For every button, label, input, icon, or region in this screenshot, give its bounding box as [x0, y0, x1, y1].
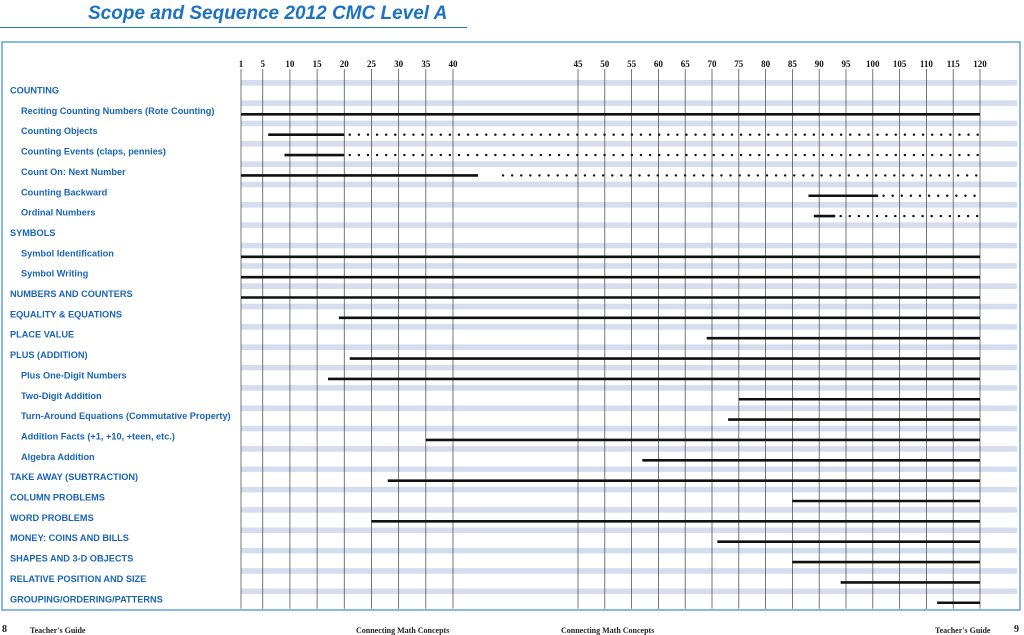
row-label: Count On: Next Number — [21, 166, 126, 177]
row-label: Symbol Writing — [21, 268, 89, 279]
grid-band — [241, 527, 1017, 533]
x-tick-label: 105 — [892, 59, 907, 69]
left-page-number: 8 — [2, 624, 7, 635]
x-tick-label: 40 — [448, 59, 458, 69]
grid-band — [241, 100, 1017, 106]
x-tick-label: 95 — [841, 59, 851, 69]
x-tick-label: 65 — [680, 59, 690, 69]
row-label: WORD PROBLEMS — [10, 512, 94, 523]
x-tick-label: 30 — [394, 59, 404, 69]
row-label: NUMBERS AND COUNTERS — [10, 289, 133, 299]
x-tick-label: 5 — [260, 59, 265, 69]
grid-band — [241, 568, 1017, 574]
x-tick-label: 45 — [573, 59, 583, 69]
grid-band — [241, 283, 1017, 289]
grid-band — [241, 589, 1017, 595]
center-left-footer-label: Connecting Math Concepts — [356, 626, 450, 635]
grid-band — [241, 507, 1017, 513]
row-label: Symbol Identification — [21, 248, 114, 259]
x-tick-label: 115 — [946, 59, 960, 69]
grid-band — [241, 161, 1017, 167]
row-label: SHAPES AND 3-D OBJECTS — [10, 553, 134, 564]
row-label: RELATIVE POSITION AND SIZE — [10, 573, 147, 584]
grid-band — [241, 202, 1017, 208]
grid-band — [241, 304, 1017, 310]
right-page-number: 9 — [1014, 624, 1019, 635]
row-label: Counting Backward — [21, 187, 108, 198]
row-label: Two-Digit Addition — [21, 390, 102, 401]
row-label: Counting Events (claps, pennies) — [21, 146, 166, 157]
x-tick-label: 55 — [627, 59, 637, 69]
x-tick-label: 10 — [285, 59, 295, 69]
row-label: MONEY: COINS AND BILLS — [10, 533, 129, 544]
row-label: COLUMN PROBLEMS — [10, 492, 105, 503]
grid-band — [241, 446, 1017, 452]
row-label: COUNTING — [10, 85, 59, 96]
right-footer-label: Teacher's Guide — [935, 626, 991, 635]
x-tick-label: 25 — [366, 59, 376, 69]
grid-band — [241, 222, 1017, 228]
center-right-footer-label: Connecting Math Concepts — [561, 626, 655, 635]
x-tick-label: 1 — [238, 59, 244, 69]
row-label: GROUPING/ORDERING/PATTERNS — [10, 594, 163, 605]
row-label: Turn-Around Equations (Commutative Property) — [21, 411, 231, 422]
x-tick-label: 100 — [866, 59, 880, 69]
left-footer-label: Teacher's Guide — [30, 626, 86, 635]
grid-band — [241, 466, 1017, 472]
row-label: Algebra Addition — [21, 451, 95, 462]
grid-band — [241, 344, 1017, 350]
x-tick-label: 80 — [761, 59, 771, 69]
grid-band — [241, 263, 1017, 269]
row-label: Reciting Counting Numbers (Rote Counting) — [21, 105, 215, 116]
grid-band — [241, 80, 1017, 86]
grid-band — [241, 426, 1017, 432]
grid-band — [241, 121, 1017, 127]
x-tick-label: 50 — [600, 59, 610, 69]
row-label: PLACE VALUE — [10, 329, 75, 340]
x-tick-label: 120 — [973, 59, 987, 69]
x-tick-label: 85 — [787, 59, 797, 69]
grid-band — [241, 548, 1017, 554]
row-label: Counting Objects — [21, 126, 98, 137]
row-label: TAKE AWAY (SUBTRACTION) — [10, 472, 139, 483]
x-tick-label: 15 — [312, 59, 322, 69]
grid-band — [241, 385, 1017, 391]
x-tick-label: 60 — [653, 59, 663, 69]
row-label: EQUALITY & EQUATIONS — [10, 309, 122, 320]
row-label: PLUS (ADDITION) — [10, 350, 88, 361]
x-tick-label: 110 — [919, 59, 933, 69]
grid-band — [241, 405, 1017, 411]
x-tick-label: 75 — [734, 59, 744, 69]
grid-band — [241, 324, 1017, 330]
row-label: SYMBOLS — [10, 227, 56, 238]
grid-band — [241, 487, 1017, 493]
x-tick-label: 35 — [421, 59, 431, 69]
grid-band — [241, 141, 1017, 147]
x-tick-label: 90 — [814, 59, 824, 69]
grid-band — [241, 182, 1017, 188]
row-label: Ordinal Numbers — [21, 207, 96, 218]
page-title: Scope and Sequence 2012 CMC Level A — [88, 3, 448, 24]
x-tick-label: 20 — [339, 59, 349, 69]
row-label: Addition Facts (+1, +10, +teen, etc.) — [21, 431, 175, 442]
grid-band — [241, 365, 1017, 371]
row-label: Plus One-Digit Numbers — [21, 370, 127, 381]
x-tick-label: 70 — [707, 59, 717, 69]
grid-band — [241, 243, 1017, 249]
